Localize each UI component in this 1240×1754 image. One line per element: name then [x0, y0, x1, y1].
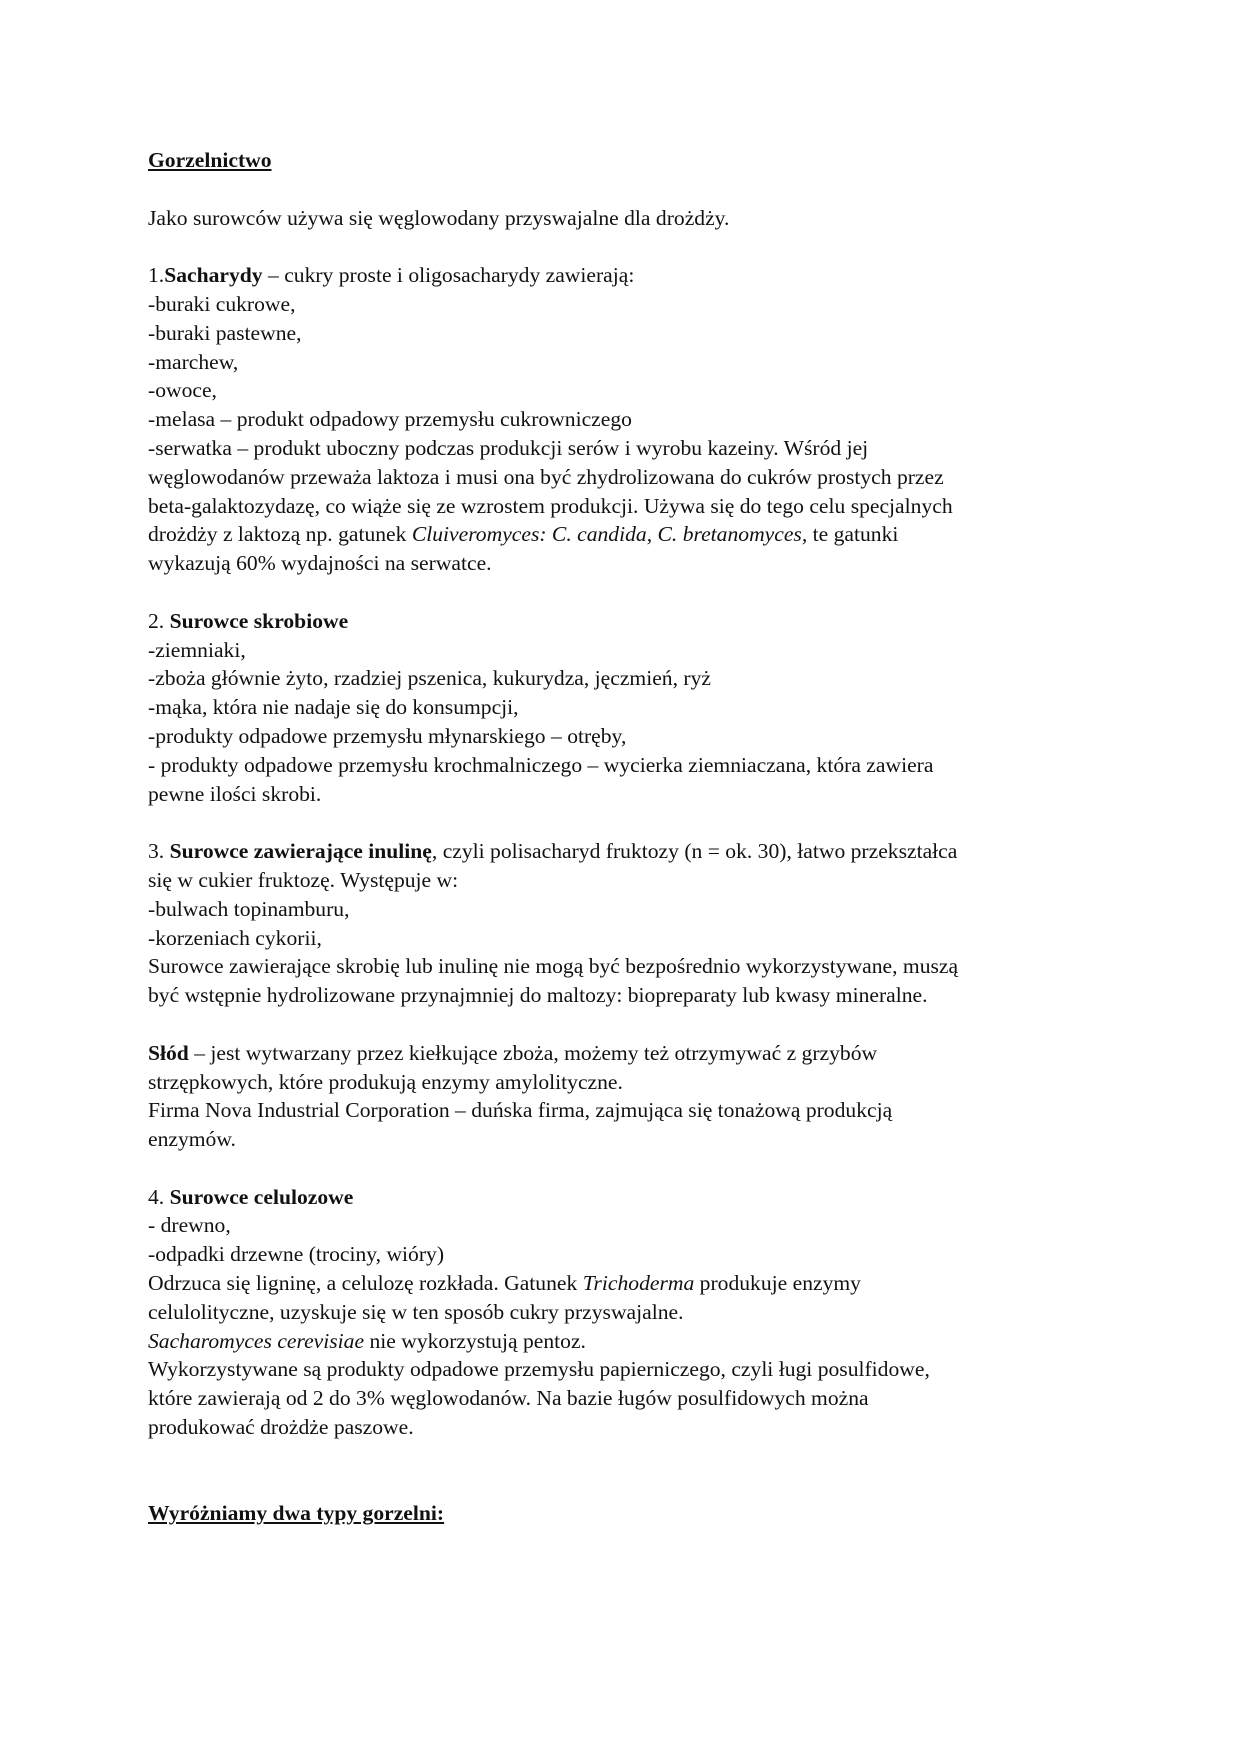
section-1-text: te gatunki	[807, 522, 899, 547]
species-name: Sacharomyces cerevisiae	[148, 1328, 365, 1353]
section-3-line: się w cukier fruktozę. Występuje w:	[148, 867, 459, 892]
footer-heading: Wyróżniamy dwa typy gorzelni:	[148, 1501, 445, 1526]
section-2-line: - produkty odpadowe przemysłu krochmalniczego – wycierka ziemniaczana, która zawiera	[148, 752, 934, 777]
section-4-text: Odrzuca się ligninę, a celulozę rozkłada. Gatunek	[148, 1271, 583, 1296]
section-1-line: -marchew,	[148, 349, 239, 374]
section-3-line: -bulwach topinamburu,	[148, 896, 350, 921]
section-3-heading-rest: , czyli polisacharyd fruktozy (n = ok. 30), łatwo przekształca	[431, 839, 958, 864]
section-4-line	[148, 1327, 1098, 1356]
section-2-heading-line	[148, 607, 1098, 636]
slod-heading-line	[148, 1039, 1098, 1068]
section-2-line: -ziemniaki,	[148, 637, 246, 662]
document-page	[148, 146, 1098, 1528]
section-4-line	[148, 1269, 1098, 1298]
section-4-heading: Surowce celulozowe	[169, 1184, 354, 1209]
section-1-heading-line	[148, 261, 1098, 290]
section-3-heading: Surowce zawierające inulinę	[169, 839, 432, 864]
section-1-line	[148, 520, 1098, 549]
section-1-number: 1.	[148, 263, 165, 288]
section-1-line: -owoce,	[148, 378, 217, 403]
intro-paragraph: Jako surowców używa się węglowodany przyswajalne dla drożdży.	[148, 205, 730, 230]
slod-heading-rest: – jest wytwarzany przez kiełkujące zboża, możemy też otrzymywać z grzybów	[188, 1040, 878, 1065]
section-3-line: być wstępnie hydrolizowane przynajmniej do maltozy: biopreparaty lub kwasy mineralne.	[148, 983, 928, 1008]
section-4-number: 4.	[148, 1184, 165, 1209]
section-4-text: produkuje enzymy	[694, 1271, 861, 1296]
slod-heading: Słód	[148, 1040, 189, 1065]
section-4-line: które zawierają od 2 do 3% węglowodanów. Na bazie ługów posulfidowych można	[148, 1386, 869, 1411]
section-4-line: celulolityczne, uzyskuje się w ten sposób cukry przyswajalne.	[148, 1299, 684, 1324]
section-1-line: -serwatka – produkt uboczny podczas produkcji serów i wyrobu kazeiny. Wśród jej	[148, 435, 869, 460]
section-1-line: -buraki cukrowe,	[148, 291, 296, 316]
section-2-line: pewne ilości skrobi.	[148, 781, 322, 806]
section-4-heading-line	[148, 1183, 1098, 1212]
section-1-line: -melasa – produkt odpadowy przemysłu cukrowniczego	[148, 407, 632, 432]
section-2-number: 2.	[148, 608, 165, 633]
section-1-line: wykazują 60% wydajności na serwatce.	[148, 551, 492, 576]
section-3-line: -korzeniach cykorii,	[148, 925, 322, 950]
species-name: Trichoderma	[582, 1271, 695, 1296]
slod-line: enzymów.	[148, 1127, 236, 1152]
section-4-line: produkować drożdże paszowe.	[148, 1415, 414, 1440]
section-1-line: -buraki pastewne,	[148, 320, 302, 345]
document-title: Gorzelnictwo	[148, 148, 272, 172]
section-3-line: Surowce zawierające skrobię lub inulinę nie mogą być bezpośrednio wykorzystywane, muszą	[148, 954, 959, 979]
section-2-line: -produkty odpadowe przemysłu młynarskiego – otręby,	[148, 723, 627, 748]
species-name: Cluiveromyces: C. candida, C. bretanomyces,	[411, 522, 808, 547]
section-2-heading: Surowce skrobiowe	[169, 608, 349, 633]
section-1-heading-rest: – cukry proste i oligosacharydy zawierają:	[262, 263, 635, 288]
section-4-line: - drewno,	[148, 1213, 231, 1238]
section-2-line: -zboża głównie żyto, rzadziej pszenica, kukurydza, jęczmień, ryż	[148, 666, 711, 691]
section-4-line: Wykorzystywane są produkty odpadowe przemysłu papierniczego, czyli ługi posulfidowe,	[148, 1357, 930, 1382]
section-1-line: beta-galaktozydazę, co wiąże się ze wzrostem produkcji. Używa się do tego celu specjalnych	[148, 493, 953, 518]
section-1-heading: Sacharydy	[164, 263, 263, 288]
section-2-line: -mąka, która nie nadaje się do konsumpcji,	[148, 695, 519, 720]
section-4-text: nie wykorzystują pentoz.	[364, 1328, 586, 1353]
section-1-line: węglowodanów przeważa laktoza i musi ona być zhydrolizowana do cukrów prostych przez	[148, 464, 944, 489]
section-4-line: -odpadki drzewne (trociny, wióry)	[148, 1242, 445, 1267]
slod-line: strzępkowych, które produkują enzymy amylolityczne.	[148, 1069, 623, 1094]
footer-heading-line	[148, 1499, 1098, 1528]
section-3-number: 3.	[148, 839, 165, 864]
section-3-heading-line	[148, 837, 1098, 866]
section-1-text: drożdży z laktozą np. gatunek	[148, 522, 412, 547]
slod-line: Firma Nova Industrial Corporation – duńska firma, zajmująca się tonażową produkcją	[148, 1098, 893, 1123]
